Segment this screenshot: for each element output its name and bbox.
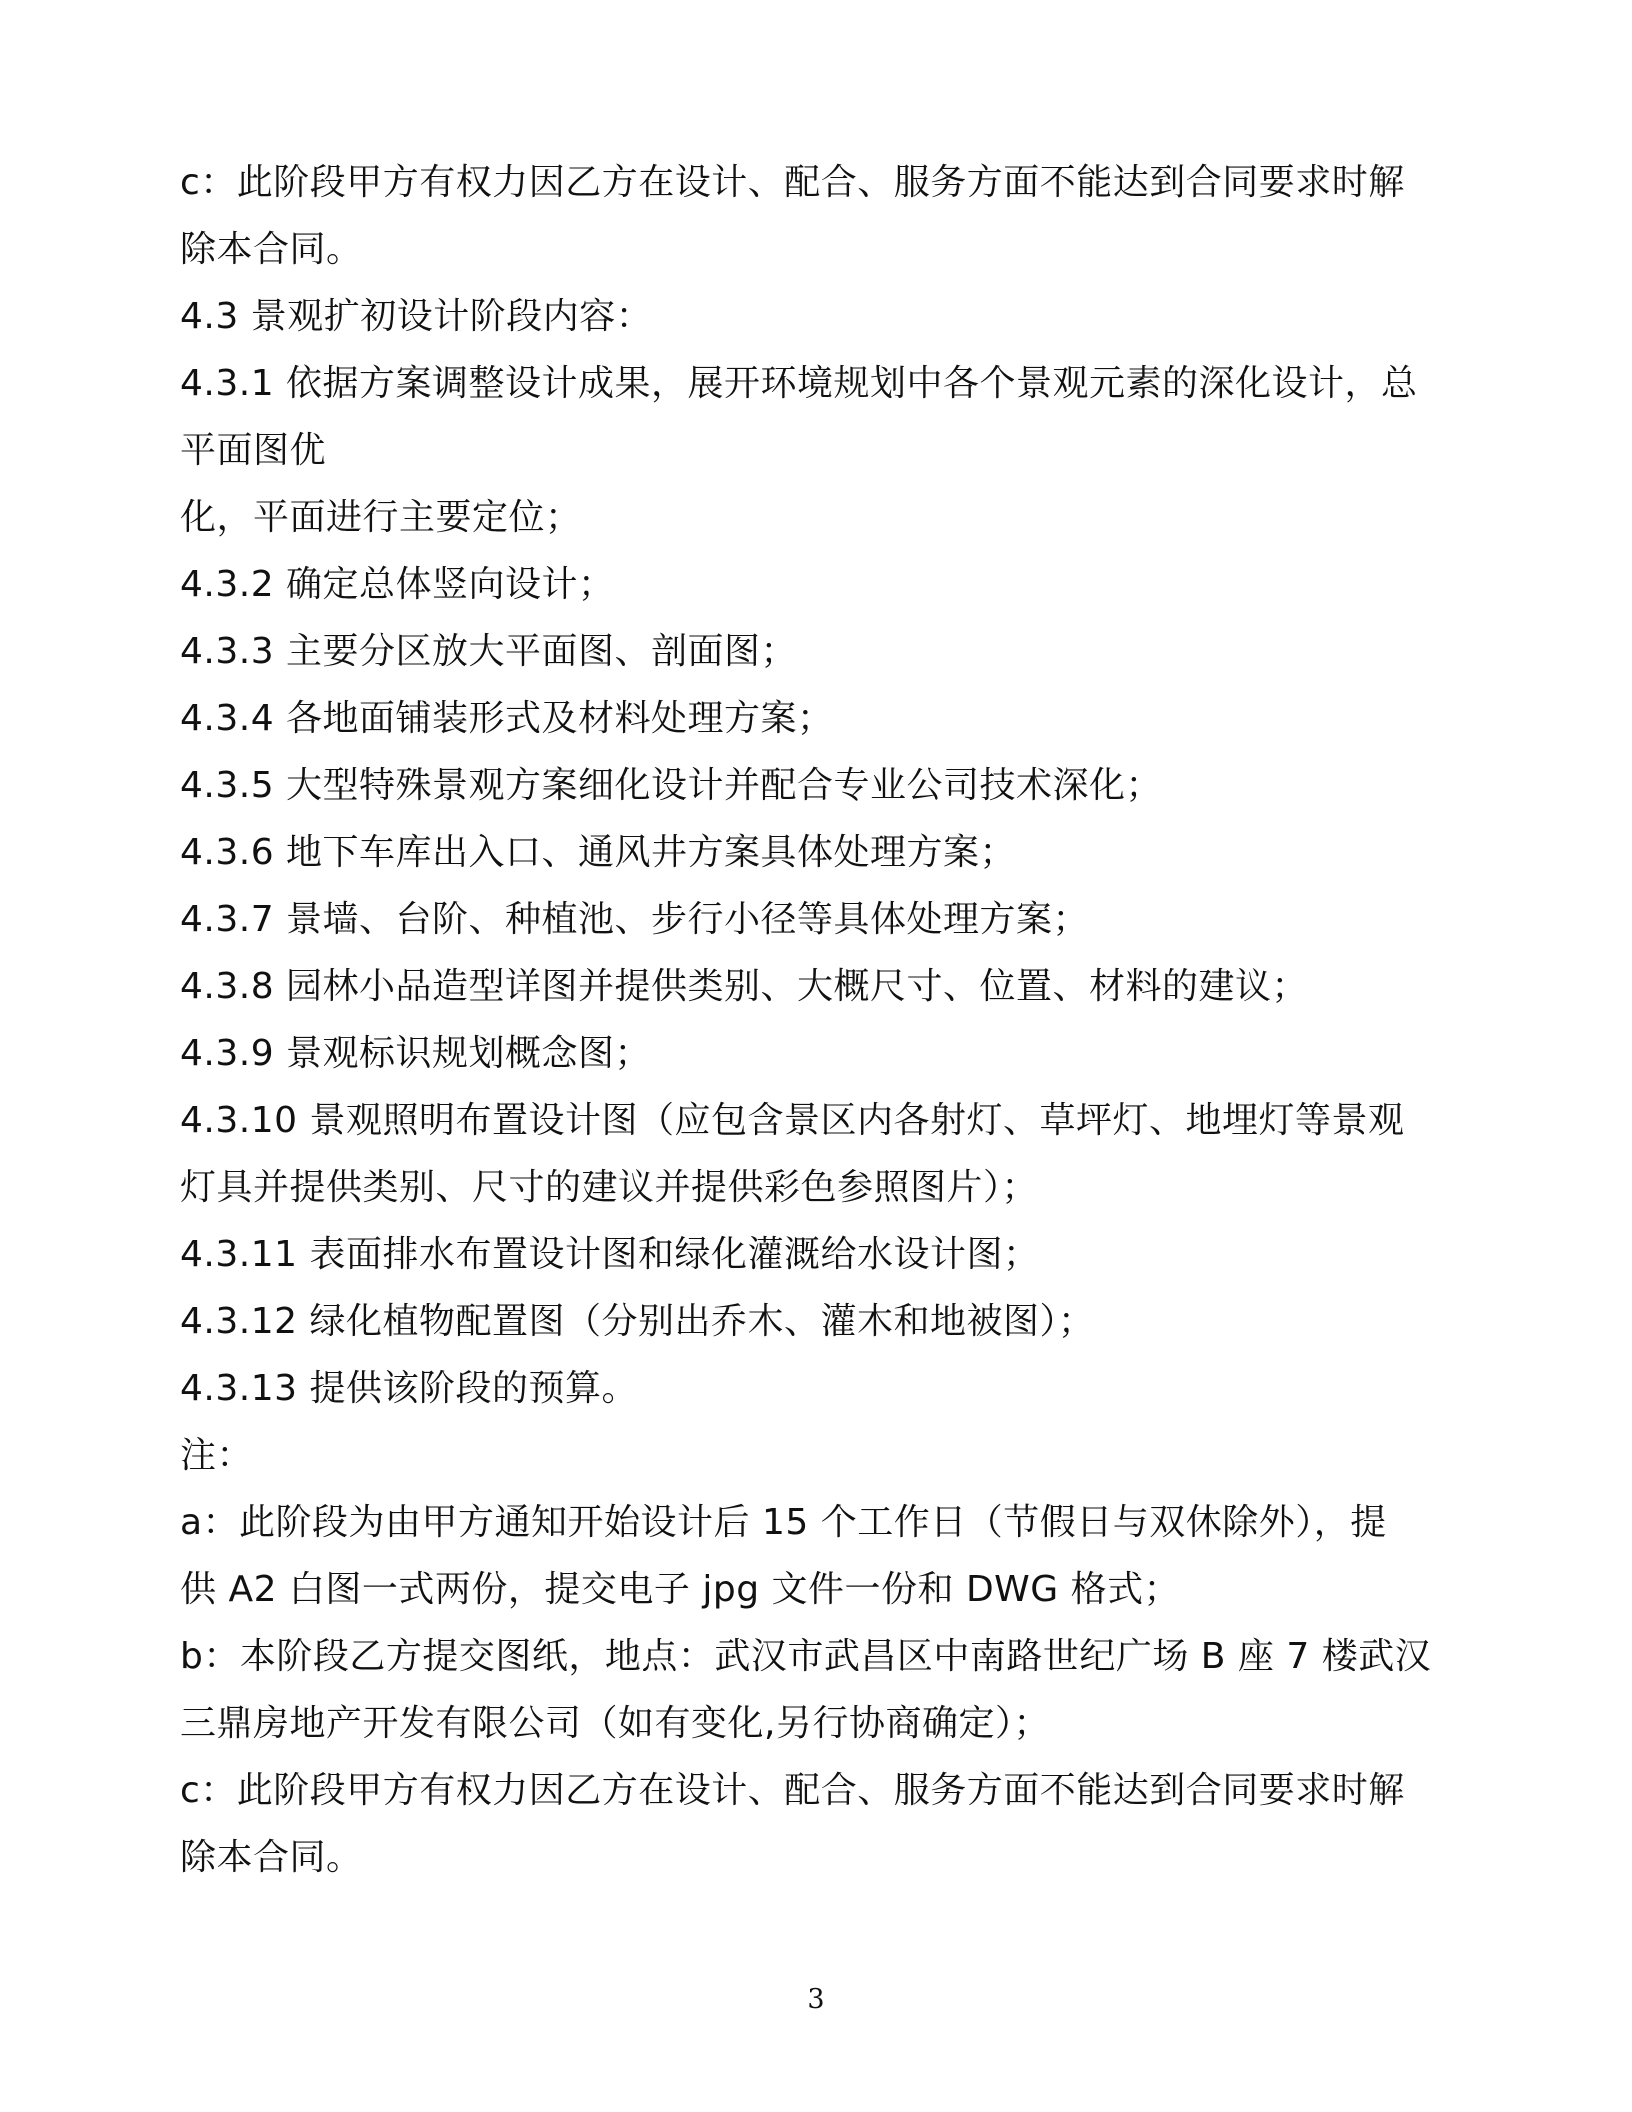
note-heading: 注：	[180, 1435, 254, 1476]
document-body	[180, 149, 1460, 1891]
text-line: 4.3.3 主要分区放大平面图、剖面图；	[180, 631, 798, 672]
section-heading: 4.3 景观扩初设计阶段内容：	[180, 296, 653, 337]
text-line: a：此阶段为由甲方通知开始设计后 15 个工作日（节假日与双休除外），提	[180, 1502, 1387, 1543]
text-line: b：本阶段乙方提交图纸，地点：武汉市武昌区中南路世纪广场 B 座 7 楼武汉	[180, 1636, 1432, 1677]
text-line: 三鼎房地产开发有限公司（如有变化,另行协商确定）；	[180, 1703, 1050, 1744]
text-line: 4.3.9 景观标识规划概念图；	[180, 1033, 652, 1074]
text-line: 除本合同。	[180, 1837, 363, 1878]
text-line: c：此阶段甲方有权力因乙方在设计、配合、服务方面不能达到合同要求时解	[180, 162, 1405, 203]
text-line: 平面图优	[180, 430, 327, 471]
text-line: 4.3.13 提供该阶段的预算。	[180, 1368, 638, 1409]
text-line: 4.3.10 景观照明布置设计图（应包含景区内各射灯、草坪灯、地埋灯等景观	[180, 1100, 1405, 1141]
text-line: 供 A2 白图一式两份，提交电子 jpg 文件一份和 DWG 格式；	[180, 1569, 1181, 1610]
text-line: 灯具并提供类别、尺寸的建议并提供彩色参照图片）；	[180, 1167, 1039, 1208]
text-line: 除本合同。	[180, 229, 363, 270]
page-number: 3	[807, 1984, 825, 2015]
text-line: 4.3.11 表面排水布置设计图和绿化灌溉给水设计图；	[180, 1234, 1040, 1275]
text-line: 化，平面进行主要定位；	[180, 497, 582, 538]
text-line: 4.3.7 景墙、台阶、种植池、步行小径等具体处理方案；	[180, 899, 1090, 940]
text-line: 4.3.2 确定总体竖向设计；	[180, 564, 615, 605]
text-line: 4.3.6 地下车库出入口、通风井方案具体处理方案；	[180, 832, 1017, 873]
text-line: c：此阶段甲方有权力因乙方在设计、配合、服务方面不能达到合同要求时解	[180, 1770, 1405, 1811]
text-line: 4.3.8 园林小品造型详图并提供类别、大概尺寸、位置、材料的建议；	[180, 966, 1309, 1007]
text-line: 4.3.5 大型特殊景观方案细化设计并配合专业公司技术深化；	[180, 765, 1163, 806]
text-line: 4.3.4 各地面铺装形式及材料处理方案；	[180, 698, 834, 739]
text-line: 4.3.12 绿化植物配置图（分别出乔木、灌木和地被图）；	[180, 1301, 1095, 1342]
text-line: 4.3.1 依据方案调整设计成果，展开环境规划中各个景观元素的深化设计，总	[180, 363, 1418, 404]
